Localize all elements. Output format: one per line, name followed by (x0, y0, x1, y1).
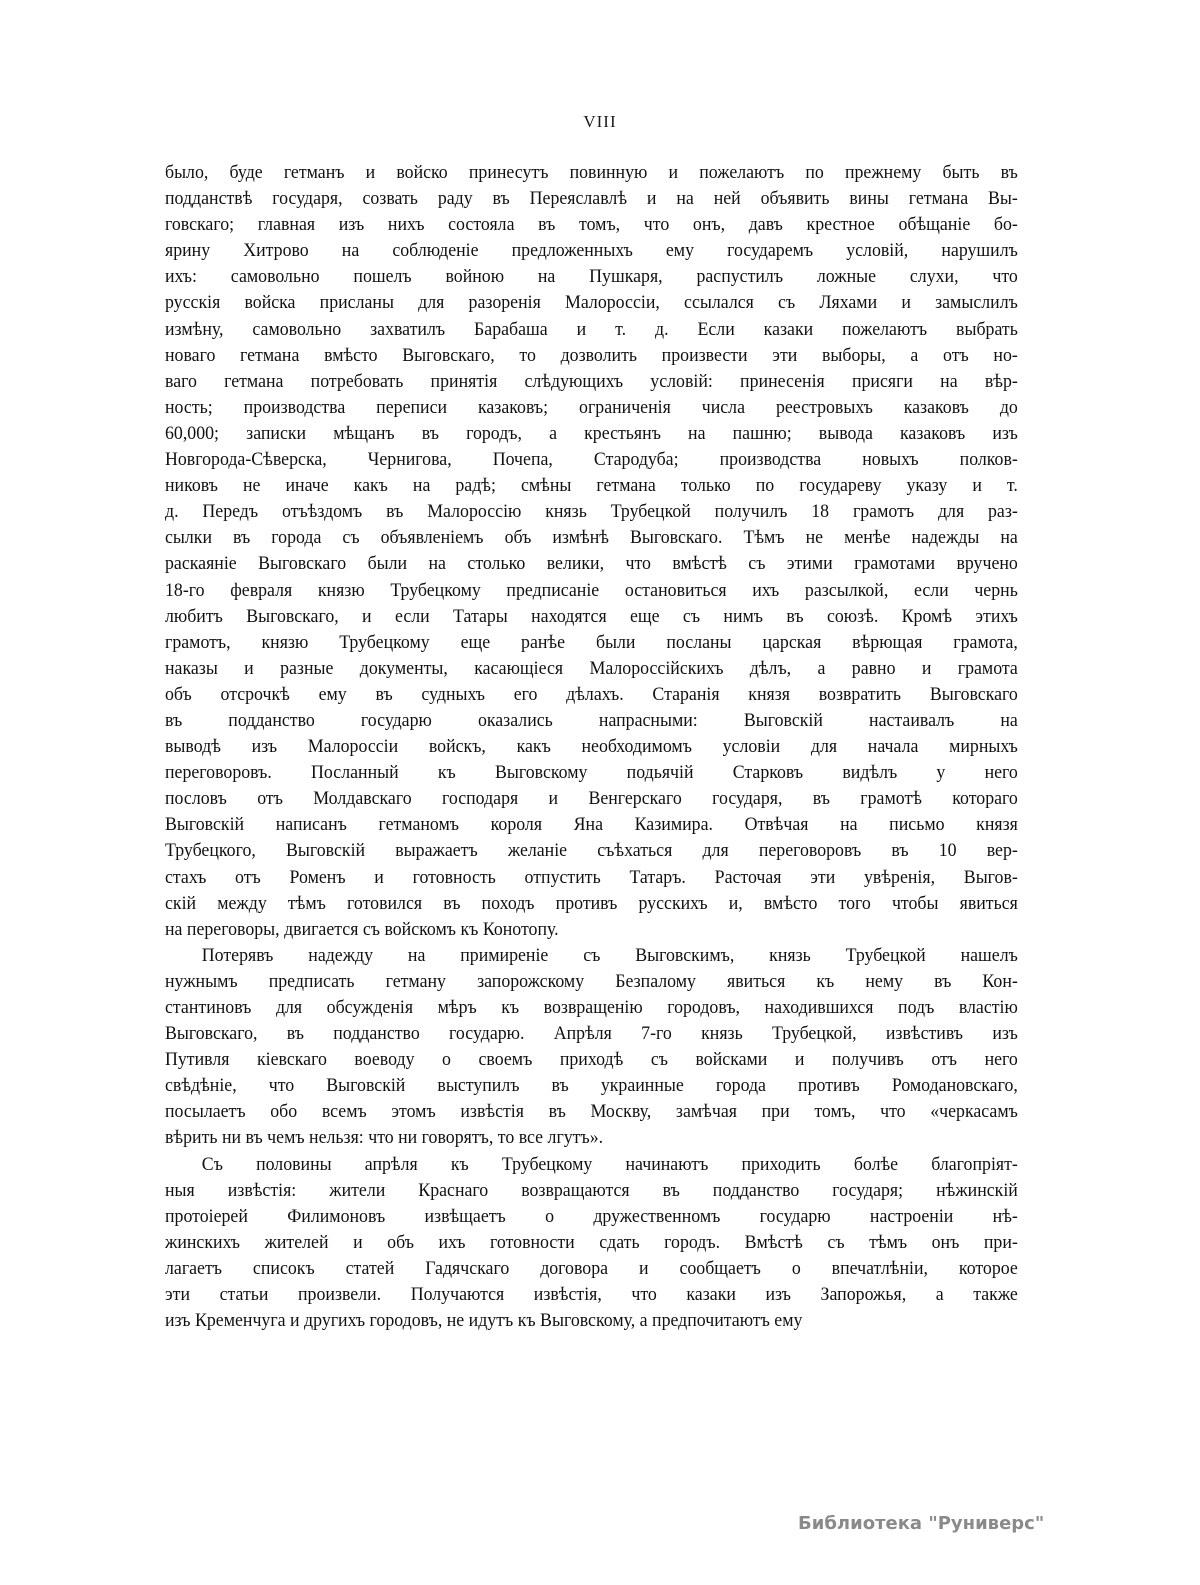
body-text (165, 160, 1018, 1334)
paragraph (165, 1152, 1018, 1335)
library-watermark: Библиотека "Руниверс" (798, 1513, 1045, 1534)
text-line: ныя извѣстія: жители Краснаго возвращаются въ подданство государя; нѣжинскій (165, 1179, 1018, 1201)
text-line: сылки въ города съ объявленіемъ объ измѣнѣ Выговскаго. Тѣмъ не менѣе надежды на (165, 527, 1018, 549)
paragraph (165, 160, 1018, 943)
text-line: Выговскій написанъ гетманомъ короля Яна Казимира. Отвѣчая на письмо князя (165, 814, 1018, 836)
text-line: 18-го февраля князю Трубецкому предписаніе остановиться ихъ разсылкой, если чернь (165, 579, 1018, 601)
text-line: Новгорода-Сѣверска, Чернигова, Почепа, Стародуба; производства новыхъ полков- (165, 449, 1018, 471)
text-line: русскія войска присланы для разоренія Малороссіи, ссылался съ Ляхами и замыслилъ (165, 292, 1018, 314)
text-line: ихъ: самовольно пошелъ войною на Пушкаря, распустилъ ложные слухи, что (165, 266, 1018, 288)
text-line: любитъ Выговскаго, и если Татары находятся еще съ нимъ въ союзѣ. Кромѣ этихъ (165, 605, 1018, 627)
text-line: стантиновъ для обсужденія мѣръ къ возвращенію городовъ, находившихся подъ властію (165, 997, 1018, 1018)
text-line: ярину Хитрово на соблюденіе предложенныхъ ему государемъ условій, нарушилъ (165, 240, 1018, 262)
text-line: нужнымъ предписать гетману запорожскому Безпалому явиться къ нему въ Кон- (165, 970, 1018, 992)
text-line: жинскихъ жителей и объ ихъ готовности сдать городъ. Вмѣстѣ съ тѣмъ онъ при- (165, 1231, 1018, 1253)
text-line: лагаетъ списокъ статей Гадячскаго договора и сообщаетъ о впечатлѣніи, которое (165, 1257, 1018, 1279)
text-line: протоіерей Филимоновъ извѣщаетъ о дружественномъ государю настроеніи нѣ- (165, 1205, 1018, 1227)
text-line: наказы и разные документы, касающіеся Малороссійскихъ дѣлъ, а равно и грамота (165, 657, 1018, 679)
text-line: грамотъ, князю Трубецкому еще ранѣе были посланы царская вѣрющая грамота, (165, 631, 1018, 653)
text-line: раскаяніе Выговскаго были на столько велики, что вмѣстѣ съ этими грамотами вручено (165, 553, 1018, 575)
text-line: стахъ отъ Роменъ и готовность отпустить Татаръ. Расточая эти увѣренія, Выгов- (165, 866, 1018, 888)
text-line: въ подданство государю оказались напрасными: Выговскій настаивалъ на (165, 709, 1018, 731)
text-line: вѣрить ни въ чемъ нельзя: что ни говорятъ, то все лгутъ». (165, 1127, 604, 1149)
text-line: 60,000; записки мѣщанъ въ городъ, а крестьянъ на пашню; вывода казаковъ изъ (165, 422, 1018, 444)
text-line: выводѣ изъ Малороссіи войскъ, какъ необходимомъ условіи для начала мирныхъ (165, 736, 1018, 758)
text-container (165, 160, 1018, 1334)
text-line: Путивля кіевскаго воеводу о своемъ приходѣ съ войсками и получивъ отъ него (165, 1049, 1018, 1071)
text-line: было, буде гетманъ и войско принесутъ повинную и пожелаютъ по прежнему быть въ (165, 162, 1018, 183)
text-line: Съ половины апрѣля къ Трубецкому начинаютъ приходить болѣе благопріят- (201, 1153, 1018, 1175)
text-line: Трубецкого, Выговскій выражаетъ желаніе съѣхаться для переговоровъ въ 10 вер- (165, 840, 1018, 862)
text-line: новаго гетмана вмѣсто Выговскаго, то дозволить произвести эти выборы, а отъ но- (165, 344, 1018, 366)
text-line: ваго гетмана потребовать принятія слѣдующихъ условій: принесенія присяги на вѣр- (165, 370, 1018, 392)
text-line: подданствѣ государя, созвать раду въ Переяславлѣ и на ней объявить вины гетмана Вы- (165, 188, 1018, 210)
text-line: измѣну, самовольно захватилъ Барабаша и т. д. Если казаки пожелаютъ выбрать (165, 318, 1018, 340)
text-line: ность; производства переписи казаковъ; ограниченія числа реестровыхъ казаковъ до (165, 396, 1018, 418)
text-line: изъ Кременчуга и другихъ городовъ, не идутъ къ Выговскому, а предпочитаютъ ему (165, 1310, 803, 1332)
text-line: д. Передъ отъѣздомъ въ Малороссію князь Трубецкой получилъ 18 грамотъ для раз- (165, 501, 1018, 523)
text-line: эти статьи произвели. Получаются извѣстія, что казаки изъ Запорожья, а также (165, 1284, 1018, 1306)
text-line: переговоровъ. Посланный къ Выговскому подьячій Старковъ видѣлъ у него (165, 762, 1018, 784)
text-line: Потерявъ надежду на примиреніе съ Выговскимъ, князь Трубецкой нашелъ (201, 944, 1018, 966)
text-line: говскаго; главная изъ нихъ состояла въ томъ, что онъ, давъ крестное обѣщаніе бо- (165, 214, 1018, 236)
text-line: на переговоры, двигается съ войскомъ къ Конотопу. (165, 918, 559, 940)
paragraph (165, 943, 1018, 1152)
text-line: свѣдѣніе, что Выговскій выступилъ въ украинные города противъ Ромодановскаго, (165, 1075, 1018, 1097)
text-line: никовъ не иначе какъ на радѣ; смѣны гетмана только по государеву указу и т. (165, 475, 1018, 497)
text-line: объ отсрочкѣ ему въ судныхъ его дѣлахъ. Старанія князя возвратить Выговскаго (165, 683, 1018, 705)
text-line: пословъ отъ Молдавскаго господаря и Венгерскаго государя, въ грамотѣ котораго (165, 788, 1018, 810)
page-number: VIII (583, 112, 617, 131)
text-line: посылаетъ обо всемъ этомъ извѣстія въ Москву, замѣчая при томъ, что «черкасамъ (165, 1101, 1018, 1123)
text-line: скій между тѣмъ готовился въ походъ противъ русскихъ и, вмѣсто того чтобы явиться (165, 892, 1018, 914)
text-line: Выговскаго, въ подданство государю. Апрѣля 7-го князь Трубецкой, извѣстивъ изъ (165, 1023, 1018, 1045)
